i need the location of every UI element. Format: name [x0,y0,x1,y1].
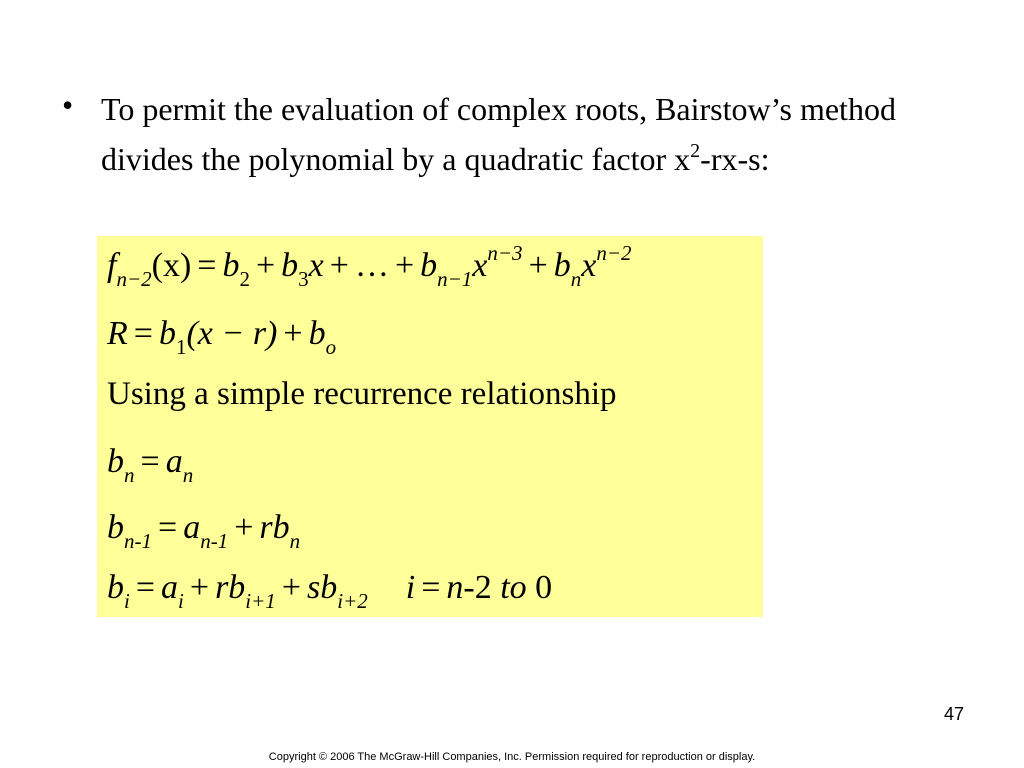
eq1-x1: x [308,247,324,284]
eq4-equals: = [140,443,160,480]
eq1-f-sub: n−2 [116,267,152,291]
equation-remainder [107,314,336,357]
eq1-xb-sup: n−2 [596,241,632,265]
eq6-bi: b [107,569,124,606]
bullet-icon: • [62,87,74,123]
eq2-b-sub: 1 [175,335,187,359]
eq1-xa: x [472,247,488,284]
eq5-plus: + [234,509,254,546]
copyright-notice: Copyright © 2006 The McGraw-Hill Companies, Inc. Permission required for reproduction or display. [268,751,756,763]
eq1-bn1-sub: n−1 [437,267,473,291]
eq1-b3: b [281,247,299,284]
eq2-paren: (x − r) [186,315,278,352]
eq2-b: b [158,315,176,352]
eq6-rb: rb [215,569,246,606]
eq2-R: R [107,315,128,352]
eq6-ai: a [161,569,179,606]
recurrence-caption: Using a simple recurrence relationship [107,376,617,412]
eq6-to: to [500,569,527,606]
equation-bi-general [107,568,552,611]
eq6-ai-sub: i [178,589,184,613]
eq1-xa-sup: n−3 [487,241,523,265]
bullet-text-main: To permit the evaluation of complex roots, Bairstow’s method divides the polynomial by a quadratic factor x [101,91,896,177]
eq6-sb: sb [307,569,338,606]
bullet-superscript: 2 [690,140,701,162]
eq6-zero: 0 [535,569,553,606]
eq4-an-sub: n [182,463,194,487]
eq4-bn: b [107,443,124,480]
eq1-b2-sub: 2 [239,267,250,291]
eq6-rb-sub: i+1 [245,589,276,613]
eq1-dots: … [354,247,389,284]
eq5-a-sub: n-1 [200,529,229,553]
eq1-plus-4: + [528,247,548,284]
bullet-text-end: -rx-s: [700,141,770,177]
eq1-b2: b [222,247,240,284]
eq4-an: a [165,443,183,480]
eq4-bn-sub: n [124,463,135,487]
eq6-bi-sub: i [124,589,130,613]
eq5-b: b [107,509,124,546]
eq1-plus-1: + [255,247,276,284]
bullet-point [62,84,992,184]
bullet-text [101,84,992,184]
eq6-equals: = [135,569,156,606]
equation-polynomial-quotient [107,241,632,291]
eq6-plus-1: + [189,569,210,606]
eq2-equals: = [133,315,153,352]
eq1-arg: (x) [151,247,192,284]
eq6-equals-2: = [421,569,441,606]
equation-box [97,236,763,617]
eq6-plus-2: + [281,569,301,606]
eq1-plus-3: + [394,247,415,284]
eq5-b-sub: n-1 [124,529,152,553]
page-number: 47 [943,704,964,724]
eq6-sb-sub: i+2 [337,589,368,613]
equation-bn-minus-1 [107,508,300,551]
eq1-b3-sub: 3 [298,267,309,291]
eq1-bn1: b [420,247,438,284]
eq1-f: f [107,247,117,284]
eq6-minus2: -2 [463,569,492,606]
eq2-b0: b [308,315,326,352]
eq5-rb-sub: n [289,529,301,553]
eq5-a: a [183,509,201,546]
eq5-rb: rb [259,509,290,546]
eq6-i: i [405,569,416,606]
eq5-equals: = [158,509,178,546]
eq1-plus-2: + [329,247,349,284]
eq6-n: n [446,569,464,606]
eq1-equals: = [197,247,217,284]
eq1-bn-sub: n [570,267,582,291]
eq2-b0-sub: o [325,335,337,359]
equation-bn [107,442,193,485]
eq1-bn: b [553,247,571,284]
eq1-xb: x [581,247,597,284]
eq2-plus: + [283,315,303,352]
